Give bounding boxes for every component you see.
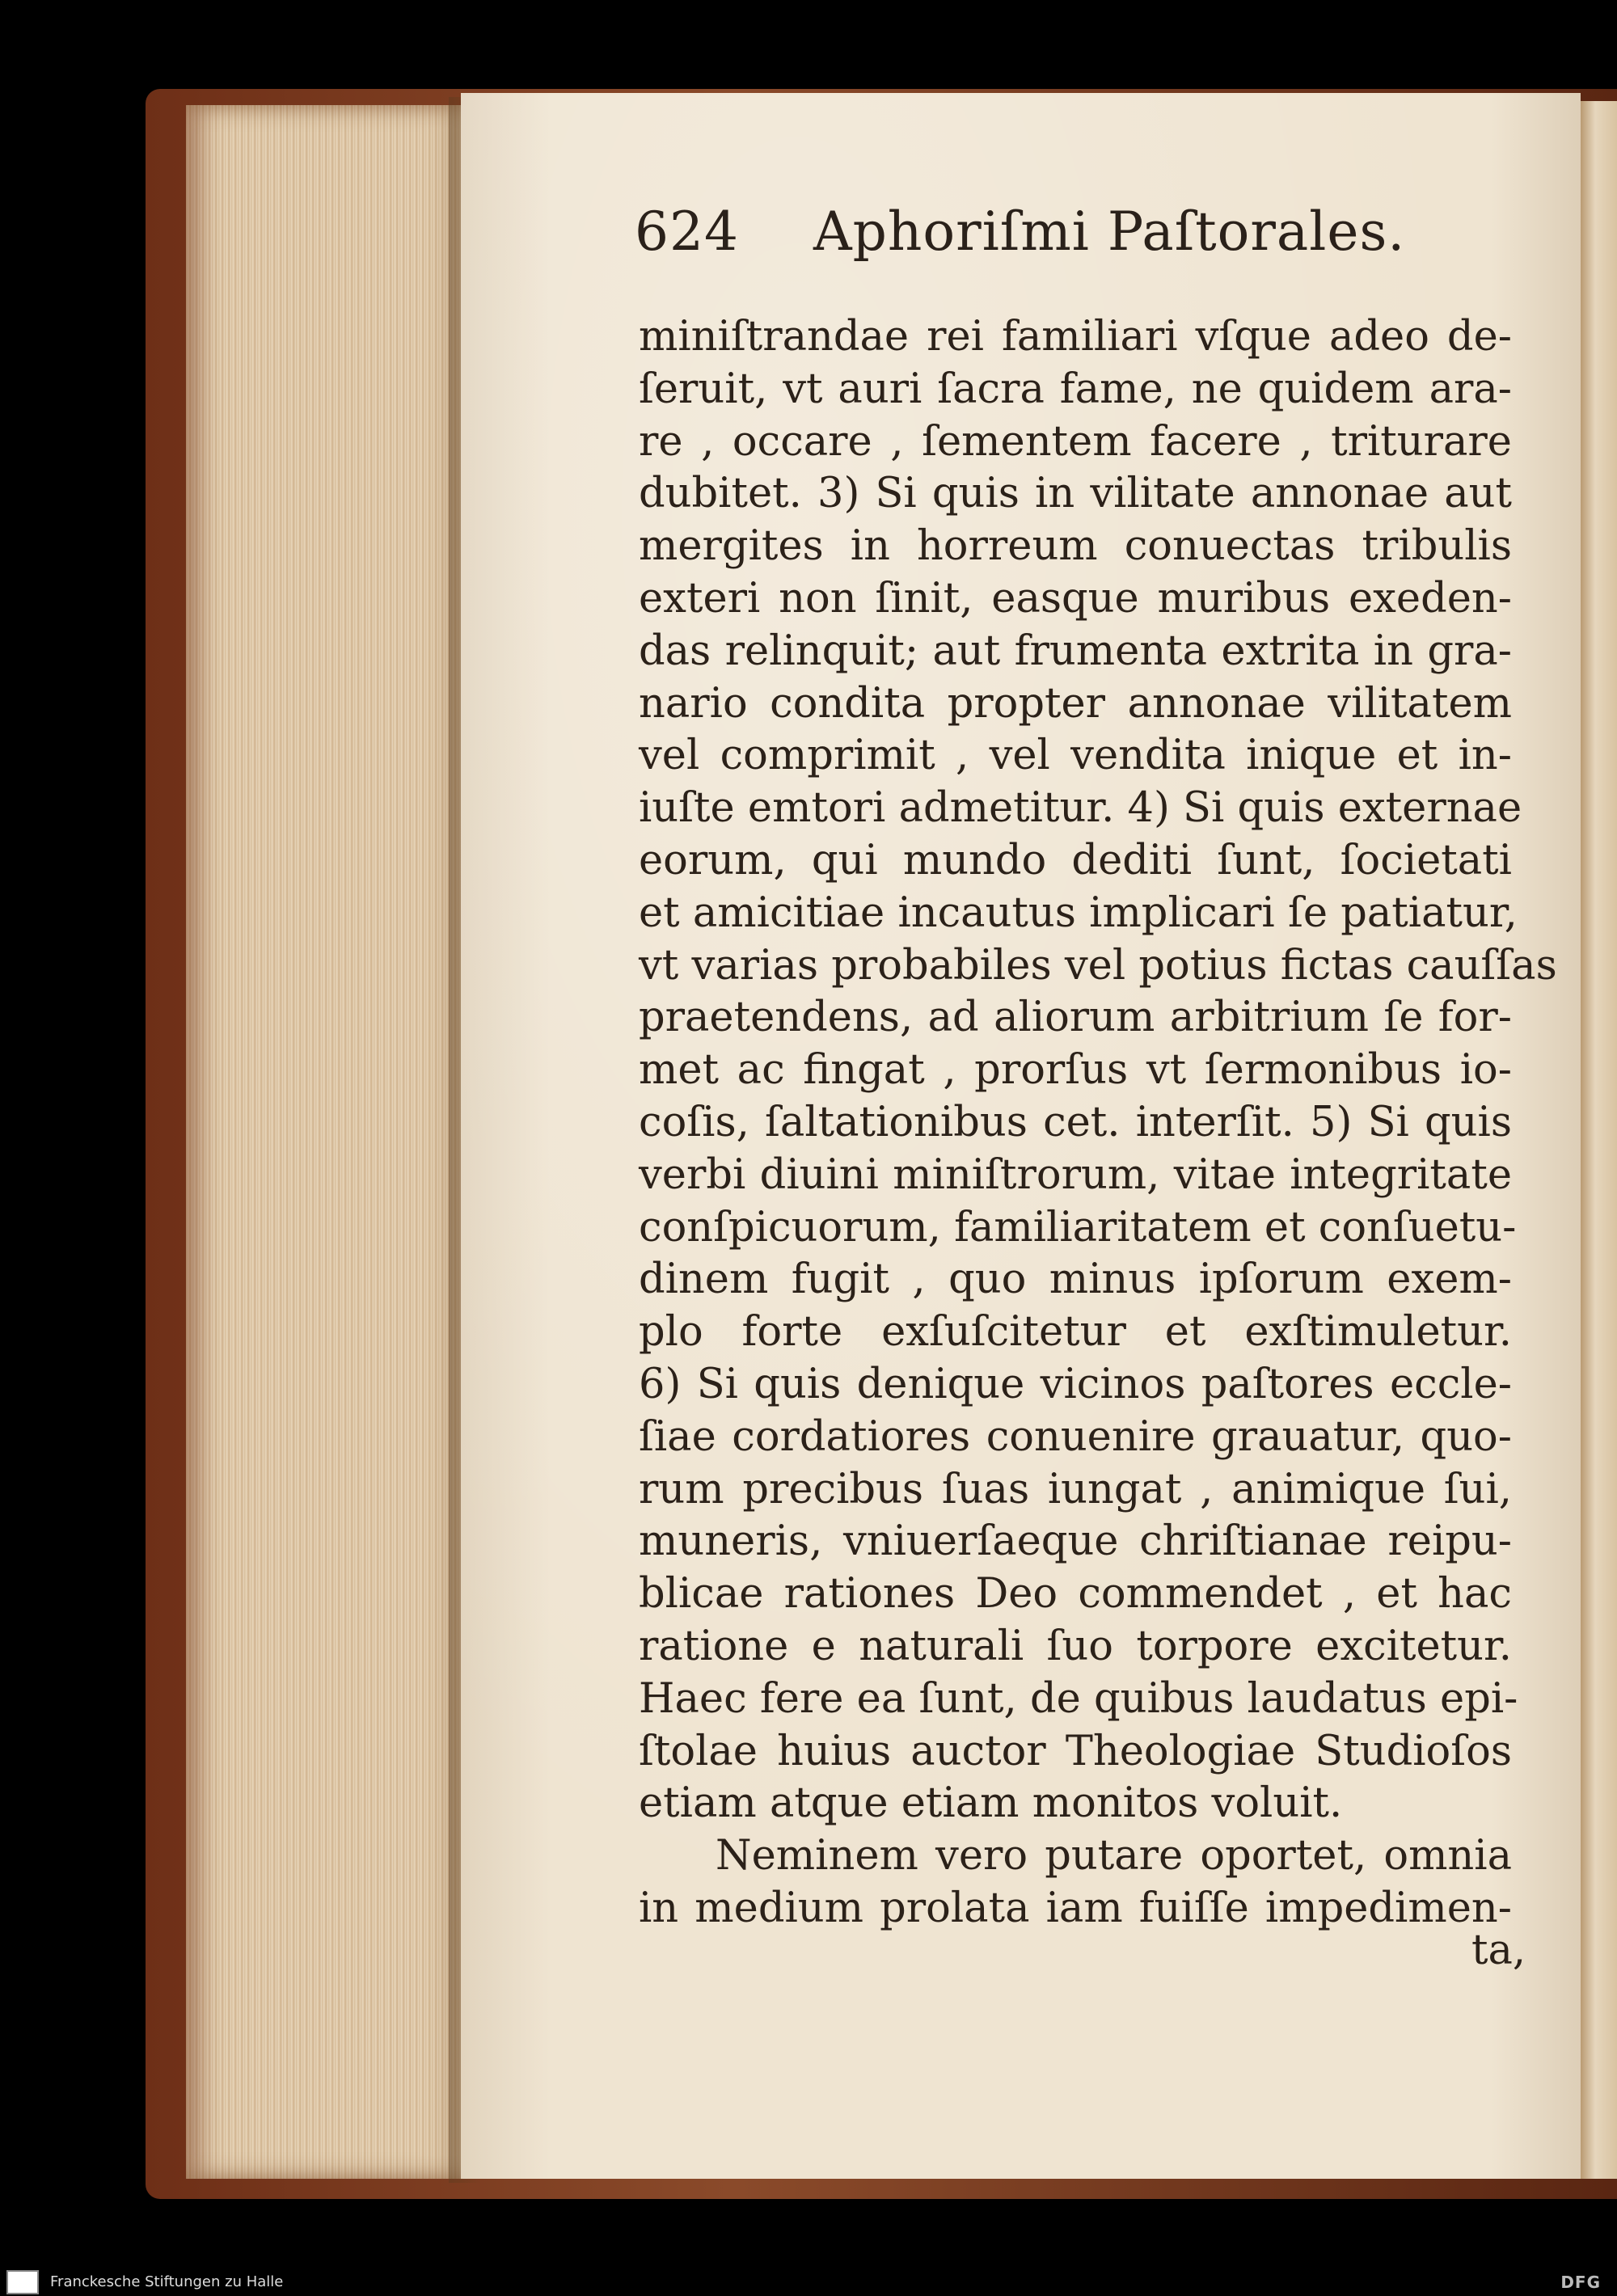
text-line: vel comprimit , vel vendita inique et in-: [639, 732, 1512, 780]
text-line: mergites in horreum conuectas tribulis: [639, 522, 1512, 571]
text-line: verbi diuini miniſtrorum, vitae integritate: [639, 1150, 1512, 1199]
text-line: praetendens, ad aliorum arbitrium ſe for-: [639, 994, 1512, 1042]
footer-bar: [0, 2268, 1617, 2296]
text-line: coſis, ſaltationibus cet. interſit. 5) Si quis: [639, 1098, 1512, 1146]
text-line: dubitet. 3) Si quis in vilitate annonae aut: [639, 470, 1512, 518]
text-line: etiam atque etiam monitos voluit.: [639, 1779, 1343, 1828]
text-line: vt varias probabiles vel potius fictas cauſſas: [639, 941, 1557, 990]
text-line: nario condita propter annonae vilitatem: [639, 679, 1512, 728]
text-line: iuſte emtori admetitur. 4) Si quis externae: [639, 784, 1522, 833]
text-line: et amicitiae incautus implicari ſe patiatur,: [639, 888, 1518, 937]
text-line: 6) Si quis denique vicinos paſtores eccle-: [639, 1360, 1512, 1408]
text-line: re , occare , ſementem facere , triturare: [639, 417, 1512, 466]
institution-name: Franckesche Stiftungen zu Halle: [50, 2273, 284, 2290]
text-line: rum precibus ſuas iungat , animique ſui,: [639, 1465, 1512, 1513]
text-line: Haec fere ea ſunt, de quibus laudatus epi-: [639, 1674, 1518, 1723]
text-line: dinem fugit , quo minus ipſorum exem-: [639, 1256, 1512, 1304]
text-line: blicae rationes Deo commendet , et hac: [639, 1570, 1512, 1619]
text-line: plo forte exſuſcitetur et exſtimuletur.: [639, 1308, 1512, 1357]
funder-logo: DFG: [1560, 2273, 1601, 2292]
text-line: ſiae cordatiores conuenire grauatur, quo-: [639, 1412, 1512, 1461]
text-line: exteri non ſinit, easque muribus exeden-: [639, 574, 1512, 623]
text-line: conſpicuorum, familiaritatem et conſuetu-: [639, 1203, 1517, 1251]
text-line: das relinquit; aut frumenta extrita in gra-: [639, 627, 1512, 675]
institution-logo-icon: [6, 2270, 39, 2294]
page-header: [635, 200, 1443, 263]
running-title: Aphoriſmi Paſtorales.: [813, 200, 1406, 263]
text-line: muneris, vniuerſaeque chriſtianae reipu-: [639, 1517, 1512, 1566]
text-line: miniſtrandae rei familiari vſque adeo de-: [639, 313, 1512, 361]
text-line: met ac fingat , prorſus vt ſermonibus io-: [639, 1046, 1512, 1095]
facing-page-edge: [1581, 101, 1617, 2179]
page-block-edge: [186, 105, 465, 2179]
text-line: eorum, qui mundo dediti ſunt, ſocietati: [639, 836, 1512, 884]
body-text: [639, 311, 1557, 1935]
text-line: in medium prolata iam fuiſſe impedimen-: [639, 1884, 1512, 1932]
text-line: ratione e naturali ſuo torpore excitetur.: [639, 1622, 1512, 1670]
text-line: ſtolae huius auctor Theologiae Studioſos: [639, 1727, 1512, 1775]
page-number: 624: [635, 200, 739, 263]
text-line: Neminem vero putare oportet, omnia: [716, 1832, 1512, 1880]
text-line: ſeruit, vt auri ſacra fame, ne quidem ara-: [639, 365, 1512, 413]
catchword: ta,: [1471, 1927, 1526, 1974]
